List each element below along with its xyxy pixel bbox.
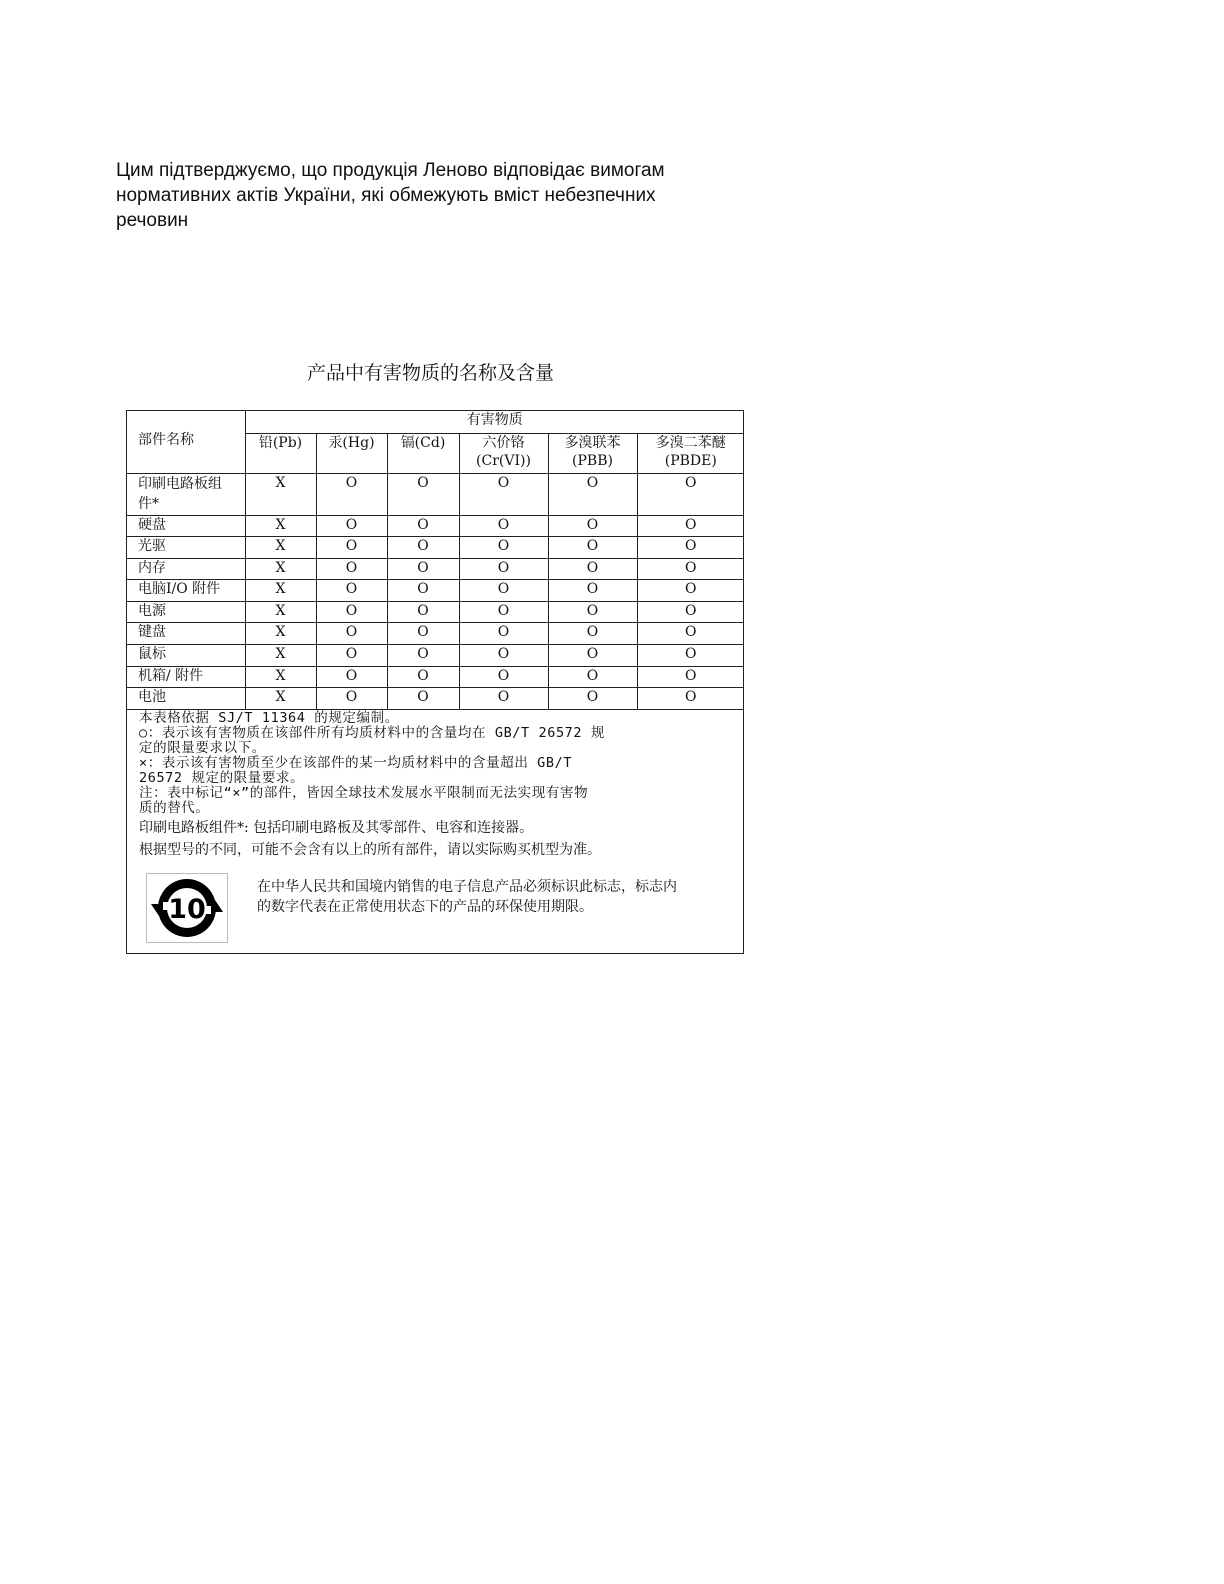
note-line: 本表格依据 SJ/T 11364 的规定编制。: [139, 710, 399, 726]
efup-logo: [146, 873, 228, 943]
table-row: [127, 537, 744, 559]
substance-value-cell: O: [548, 645, 637, 667]
model-note: 根据型号的不同，可能不会含有以上的所有部件，请以实际购买机型为准。: [139, 842, 601, 858]
substance-value-cell: O: [316, 601, 387, 623]
substance-value-cell: O: [637, 558, 744, 580]
substance-value-cell: O: [387, 688, 459, 710]
substance-value-cell: O: [387, 645, 459, 667]
ukraine-statement: [116, 158, 716, 233]
substance-value-cell: O: [548, 515, 637, 537]
substance-symbol: (PBDE): [664, 452, 717, 469]
substance-name: 镉(Cd): [400, 434, 446, 451]
substance-value-cell: O: [548, 601, 637, 623]
substance-value-cell: O: [637, 580, 744, 602]
table-row: [127, 688, 744, 710]
substance-symbol: (Cr(VI)): [476, 452, 531, 469]
table-row: [127, 645, 744, 667]
table-row: [127, 601, 744, 623]
substance-value-cell: O: [459, 601, 548, 623]
substance-value-cell: X: [245, 688, 316, 710]
substance-value-cell: X: [245, 601, 316, 623]
substance-name: 多溴二苯醚: [655, 434, 726, 451]
substance-symbol: (PBB): [572, 452, 613, 469]
substance-value-cell: X: [245, 580, 316, 602]
substance-value-cell: O: [459, 645, 548, 667]
substance-name: 六价铬: [482, 434, 525, 451]
substance-value-cell: O: [387, 537, 459, 559]
substance-value-cell: O: [316, 473, 387, 515]
pcb-note: 印刷电路板组件*: 包括印刷电路板及其零部件、电容和连接器。: [139, 820, 534, 836]
note-line: 质的替代。: [139, 800, 210, 816]
substance-value-cell: X: [245, 645, 316, 667]
substance-value-cell: O: [316, 515, 387, 537]
substance-column-header: [387, 433, 459, 473]
statement-line: нормативних актів України, які обмежують вміст небезпечних: [116, 185, 656, 206]
note-line: ○：表示该有害物质在该部件所有均质材料中的含量均在 GB/T 26572 规: [139, 725, 605, 741]
part-name-cell: 鼠标: [127, 645, 245, 667]
part-name-cell: 印刷电路板组件*: [127, 473, 245, 515]
substance-value-cell: X: [245, 537, 316, 559]
substance-value-cell: O: [548, 473, 637, 515]
substance-value-cell: O: [316, 558, 387, 580]
table-row: [127, 580, 744, 602]
substance-value-cell: O: [548, 666, 637, 688]
substance-column-header: [316, 433, 387, 473]
substance-column-header: [245, 433, 316, 473]
substance-value-cell: O: [637, 537, 744, 559]
note-line: ×：表示该有害物质至少在该部件的某一均质材料中的含量超出 GB/T: [139, 755, 573, 771]
substance-column-header: [548, 433, 637, 473]
substance-value-cell: O: [459, 558, 548, 580]
substance-value-cell: O: [387, 558, 459, 580]
logo-number: 10: [168, 894, 206, 925]
substance-value-cell: O: [637, 623, 744, 645]
substance-value-cell: O: [316, 580, 387, 602]
substance-value-cell: O: [459, 623, 548, 645]
substance-value-cell: O: [316, 623, 387, 645]
table-row: [127, 473, 744, 515]
substance-name: 铅(Pb): [258, 434, 303, 451]
substance-value-cell: O: [548, 537, 637, 559]
substance-group-header: 有害物质: [245, 411, 744, 433]
substance-value-cell: O: [316, 537, 387, 559]
part-name-cell: 光驱: [127, 537, 245, 559]
substance-value-cell: X: [245, 515, 316, 537]
part-name-cell: 内存: [127, 558, 245, 580]
substance-value-cell: O: [459, 473, 548, 515]
table-row: [127, 515, 744, 537]
substance-value-cell: O: [548, 688, 637, 710]
substance-value-cell: O: [387, 515, 459, 537]
statement-line: речовин: [116, 210, 189, 231]
substance-value-cell: O: [637, 666, 744, 688]
table-row: [127, 558, 744, 580]
substance-value-cell: O: [387, 580, 459, 602]
part-name-cell: 硬盘: [127, 515, 245, 537]
substance-value-cell: O: [637, 473, 744, 515]
substance-value-cell: O: [387, 473, 459, 515]
substance-value-cell: O: [316, 666, 387, 688]
table-row: [127, 623, 744, 645]
substance-value-cell: O: [316, 645, 387, 667]
environmental-period-icon: [147, 874, 227, 942]
note-line: 注：表中标记“×”的部件，皆因全球技术发展水平限制而无法实现有害物: [139, 785, 589, 801]
substance-value-cell: O: [459, 688, 548, 710]
substance-value-cell: O: [387, 601, 459, 623]
substance-value-cell: O: [459, 537, 548, 559]
part-name-cell: 电脑I/O 附件: [127, 580, 245, 602]
part-name-cell: 机箱/ 附件: [127, 666, 245, 688]
substance-value-cell: O: [548, 558, 637, 580]
substance-name: 多溴联苯: [564, 434, 621, 451]
hazardous-substances-box: [126, 410, 744, 954]
substance-column-header: [637, 433, 744, 473]
substance-value-cell: O: [637, 688, 744, 710]
substance-value-cell: O: [548, 623, 637, 645]
substance-value-cell: X: [245, 473, 316, 515]
table-row: [127, 666, 744, 688]
logo-text-line: 的数字代表在正常使用状态下的产品的环保使用期限。: [257, 899, 593, 915]
substance-value-cell: X: [245, 623, 316, 645]
part-name-header: 部件名称: [127, 411, 245, 473]
note-line: 定的限量要求以下。: [139, 740, 266, 756]
substance-value-cell: O: [459, 666, 548, 688]
substance-name: 汞(Hg): [328, 434, 375, 451]
logo-description: [257, 877, 737, 917]
table-notes: [139, 711, 729, 860]
substance-value-cell: O: [637, 601, 744, 623]
statement-line: Цим підтверджуємо, що продукція Леново відповідає вимогам: [116, 160, 665, 181]
substance-value-cell: O: [459, 515, 548, 537]
substance-value-cell: O: [387, 623, 459, 645]
note-line: 26572 规定的限量要求。: [139, 770, 305, 786]
hazardous-substances-table: [127, 411, 744, 710]
substance-column-header: [459, 433, 548, 473]
substance-value-cell: O: [637, 645, 744, 667]
part-name-cell: 电源: [127, 601, 245, 623]
substance-value-cell: O: [637, 515, 744, 537]
substance-value-cell: O: [548, 580, 637, 602]
substance-value-cell: O: [316, 688, 387, 710]
substance-value-cell: O: [387, 666, 459, 688]
substance-value-cell: X: [245, 558, 316, 580]
part-name-cell: 键盘: [127, 623, 245, 645]
logo-text-line: 在中华人民共和国境内销售的电子信息产品必须标识此标志，标志内: [257, 879, 677, 895]
part-name-cell: 电池: [127, 688, 245, 710]
substance-value-cell: X: [245, 666, 316, 688]
table-title: 产品中有害物质的名称及含量: [307, 362, 555, 384]
substance-value-cell: O: [459, 580, 548, 602]
